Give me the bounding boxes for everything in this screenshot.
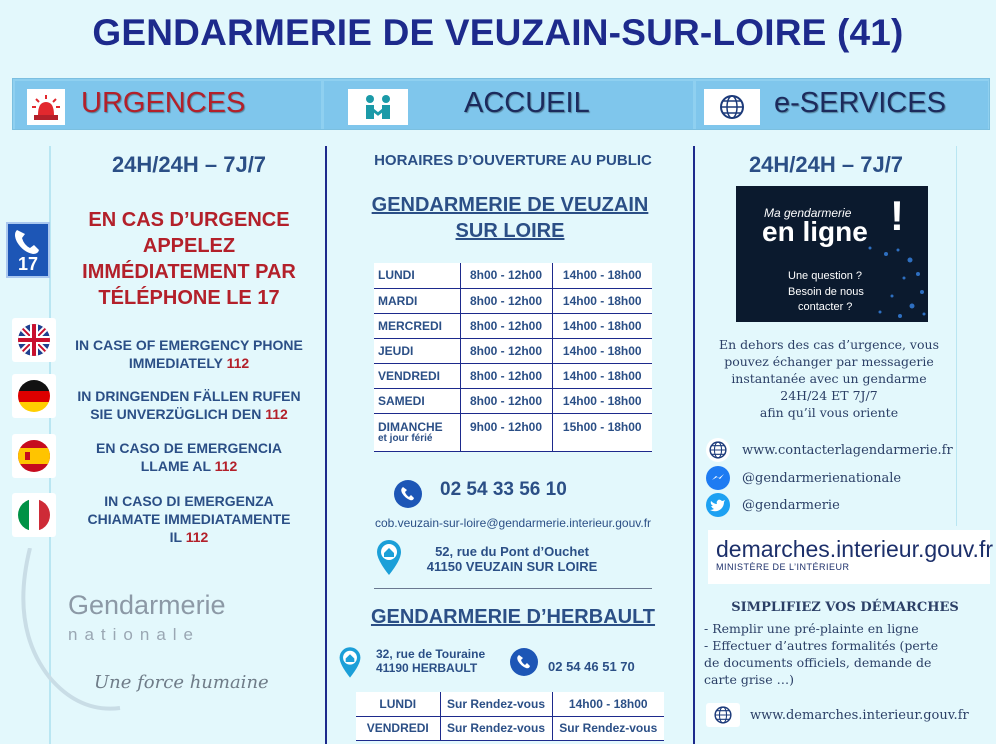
banner-small-text: Ma gendarmerie	[764, 206, 852, 220]
germany-flag-icon	[12, 374, 56, 418]
contact-link[interactable]: www.contacterlagendarmerie.fr	[742, 442, 953, 458]
am-cell: 8h00 - 12h00	[460, 288, 552, 313]
lang-line: IL	[169, 529, 182, 545]
description-line: En dehors des cas d’urgence, vous	[719, 337, 939, 352]
pm-cell: 14h00 - 18h00	[552, 388, 652, 413]
list-item: de documents officiels, demande de	[704, 655, 932, 670]
am-cell: 8h00 - 12h00	[460, 263, 552, 288]
day-cell: LUNDI	[374, 263, 460, 288]
call-line: TÉLÉPHONE LE 17	[98, 287, 280, 309]
emergency-number: 112	[265, 406, 288, 422]
pm-cell: Sur Rendez-vous	[552, 716, 664, 740]
eservices-description	[706, 336, 952, 421]
table-row	[374, 413, 652, 451]
demarches-logo-subtext: MINISTÈRE DE L’INTÉRIEUR	[716, 562, 850, 572]
lang-line: SIE UNVERZÜGLICH DEN	[90, 406, 262, 422]
am-cell: 9h00 - 12h00	[460, 413, 552, 451]
list-item: - Effectuer d’autres formalités (perte	[704, 638, 939, 653]
column-divider-1	[325, 146, 327, 744]
herbault-hours-table	[356, 692, 664, 741]
veuzain-phone[interactable]: 02 54 33 56 10	[440, 479, 567, 500]
pm-cell: 14h00 - 18h00	[552, 288, 652, 313]
pm-cell: 14h00 - 18h00	[552, 363, 652, 388]
emergency-number: 112	[214, 458, 238, 474]
table-row	[356, 692, 664, 716]
day-cell: VENDREDI	[356, 716, 440, 740]
veuzain-email[interactable]: cob.veuzain-sur-loire@gendarmerie.interieur.gouv.fr	[374, 516, 652, 530]
table-row	[374, 313, 652, 338]
opening-hours-heading: HORAIRES D’OUVERTURE AU PUBLIC	[374, 152, 652, 169]
day-cell: SAMEDI	[374, 388, 460, 413]
veuzain-hours-table	[374, 263, 652, 452]
day-label: DIMANCHE	[378, 419, 443, 434]
address-line: 41190 HERBAULT	[376, 661, 478, 675]
description-line: afin qu’il vous oriente	[759, 405, 899, 420]
table-row	[374, 388, 652, 413]
column3-right-border	[956, 146, 957, 526]
column-divider-2	[693, 146, 695, 744]
contact-link-row[interactable]	[706, 438, 953, 462]
banner-question: Une question ?	[788, 270, 862, 282]
header-eservices	[696, 81, 988, 129]
lang-line: CHIAMATE IMMEDIATAMENTE	[87, 511, 291, 527]
address-line: 52, rue du Pont d’Ouchet	[435, 544, 589, 559]
location-pin-icon	[337, 645, 363, 679]
veuzain-address	[412, 544, 612, 574]
list-item: carte grise …)	[704, 672, 794, 687]
veuzain-title-line: GENDARMERIE DE VEUZAIN	[371, 194, 649, 216]
eservices-hours: 24H/24H – 7J/7	[748, 152, 904, 177]
twitter-link-row[interactable]	[706, 493, 840, 517]
list-item: - Remplir une pré-plainte en ligne	[704, 621, 919, 636]
call-line: EN CAS D’URGENCE	[88, 209, 290, 231]
lang-line: LLAME AL	[140, 458, 211, 474]
urgences-call-message	[55, 207, 323, 311]
italy-flag-icon	[12, 493, 56, 537]
day-cell: MERCREDI	[374, 313, 460, 338]
watermark-gendarmerie: Gendarmerie	[68, 590, 226, 620]
location-pin-icon	[374, 538, 402, 574]
pm-cell: 14h00 - 18h00	[552, 338, 652, 363]
globe-icon	[704, 89, 760, 125]
description-line: 24H/24 ET 7J/7	[780, 388, 878, 403]
am-cell: 8h00 - 12h00	[460, 388, 552, 413]
emergency-number: 112	[226, 355, 250, 371]
lang-line: EN CASO DE EMERGENCIA	[96, 440, 282, 456]
am-cell: Sur Rendez-vous	[440, 716, 552, 740]
demarches-logo[interactable]	[708, 530, 993, 584]
siren-icon	[27, 89, 65, 125]
call-line: IMMÉDIATEMENT PAR	[82, 261, 296, 283]
veuzain-title	[330, 192, 690, 244]
reception-icon	[348, 89, 408, 125]
veuzain-title-line: SUR LOIRE	[455, 220, 565, 242]
am-cell: Sur Rendez-vous	[440, 692, 552, 716]
demarches-link-row[interactable]	[706, 703, 969, 727]
twitter-icon	[706, 493, 730, 517]
address-line: 32, rue de Touraine	[376, 647, 486, 661]
pm-cell: 14h00 - 18h00	[552, 263, 652, 288]
am-cell: 8h00 - 12h00	[460, 338, 552, 363]
day-cell: VENDREDI	[374, 363, 460, 388]
day-sub-label: et jour férié	[378, 432, 433, 444]
demarches-link[interactable]: www.demarches.interieur.gouv.fr	[750, 707, 969, 723]
page-title: GENDARMERIE DE VEUZAIN-SUR-LOIRE (41)	[92, 12, 904, 53]
table-row	[374, 338, 652, 363]
lang-english	[58, 336, 320, 372]
banner-big-text: en ligne	[762, 216, 868, 247]
simplify-list	[704, 620, 946, 688]
banner-exclamation: !	[890, 192, 904, 239]
pm-cell: 14h00 - 18h00	[552, 692, 664, 716]
globe-icon	[706, 438, 730, 462]
watermark-nationale: nationale	[68, 625, 201, 644]
uk-flag-icon	[12, 318, 56, 362]
pm-cell: 15h00 - 18h00	[552, 413, 652, 451]
urgences-hours: 24H/24H – 7J/7	[111, 152, 267, 177]
lang-line: IN CASE OF EMERGENCY PHONE	[75, 337, 303, 353]
lang-spanish	[58, 439, 320, 475]
table-row	[356, 716, 664, 740]
description-line: pouvez échanger par messagerie	[724, 354, 934, 369]
urgences-label: URGENCES	[81, 87, 246, 119]
am-cell: 8h00 - 12h00	[460, 363, 552, 388]
twitter-link[interactable]: @gendarmerie	[742, 497, 840, 513]
accueil-label: ACCUEIL	[464, 87, 590, 119]
lang-line: IN DRINGENDEN FÄLLEN RUFEN	[77, 388, 301, 404]
header-band	[12, 78, 990, 130]
lang-line: IMMEDIATELY	[128, 355, 223, 371]
day-cell: LUNDI	[356, 692, 440, 716]
globe-icon	[706, 703, 740, 727]
header-accueil	[324, 81, 693, 129]
lang-italian	[58, 492, 320, 546]
day-cell: MARDI	[374, 288, 460, 313]
messenger-link-row[interactable]	[706, 466, 901, 490]
day-cell: JEUDI	[374, 338, 460, 363]
messenger-icon	[706, 466, 730, 490]
ma-gendarmerie-en-ligne-banner[interactable]	[736, 186, 928, 322]
table-row	[374, 363, 652, 388]
badge-17-number: 17	[17, 254, 39, 274]
phone-icon	[394, 480, 422, 508]
day-cell	[374, 413, 460, 451]
lang-line: IN CASO DI EMERGENZA	[104, 493, 274, 509]
herbault-address	[376, 647, 485, 675]
lang-german	[58, 387, 320, 423]
watermark-tagline: Une force humaine	[94, 672, 269, 693]
simplifiez-heading: SIMPLIFIEZ VOS DÉMARCHES	[731, 600, 959, 615]
table-row	[374, 288, 652, 313]
banner-question: Besoin de nous	[788, 286, 864, 298]
description-line: instantanée avec un gendarme	[731, 371, 927, 386]
herbault-title: GENDARMERIE D’HERBAULT	[370, 606, 656, 628]
spain-flag-icon	[12, 434, 56, 478]
phone-17-badge	[6, 222, 50, 278]
demarches-logo-text: demarches.interieur.gouv.fr	[716, 536, 993, 562]
am-cell: 8h00 - 12h00	[460, 313, 552, 338]
call-line: APPELEZ	[142, 235, 236, 257]
section-divider	[374, 588, 652, 589]
pm-cell: 14h00 - 18h00	[552, 313, 652, 338]
emergency-number: 112	[185, 529, 209, 545]
phone-icon	[510, 648, 538, 676]
eservices-label: e-SERVICES	[774, 87, 946, 119]
table-row	[374, 263, 652, 288]
herbault-phone[interactable]: 02 54 46 51 70	[548, 659, 635, 674]
address-line: 41150 VEUZAIN SUR LOIRE	[426, 559, 598, 574]
banner-question: contacter ?	[798, 301, 853, 313]
header-urgences	[15, 81, 321, 129]
messenger-link[interactable]: @gendarmerienationale	[742, 470, 902, 486]
